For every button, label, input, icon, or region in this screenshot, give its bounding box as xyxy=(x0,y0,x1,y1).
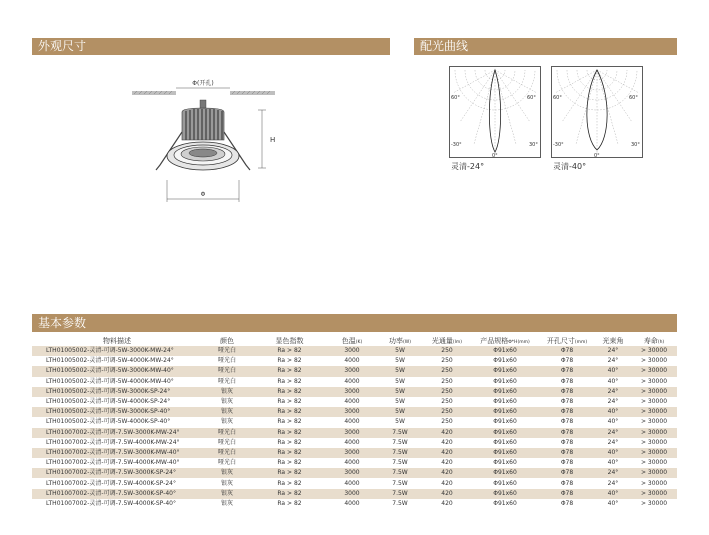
table-cell: 5W xyxy=(377,377,423,387)
table-cell: 420 xyxy=(423,458,471,468)
table-cell: Φ78 xyxy=(539,448,595,458)
table-cell: 4000 xyxy=(327,499,377,509)
table-cell: 哑光白 xyxy=(202,438,252,448)
table-cell: Φ78 xyxy=(539,499,595,509)
light-distribution-section-header xyxy=(414,38,677,55)
table-cell: 24° xyxy=(595,428,631,438)
heatsink-body xyxy=(182,100,224,140)
table-cell: > 30000 xyxy=(631,387,677,397)
table-cell: Ra > 82 xyxy=(252,458,327,468)
table-cell: Ra > 82 xyxy=(252,346,327,356)
column-header-text: 产品规格 xyxy=(480,336,509,345)
table-cell: 4000 xyxy=(327,417,377,427)
table-cell: 5W xyxy=(377,356,423,366)
table-row xyxy=(32,468,677,478)
parameters-table xyxy=(32,335,677,509)
table-cell: 5W xyxy=(377,417,423,427)
table-cell: 420 xyxy=(423,499,471,509)
table-cell: Φ78 xyxy=(539,387,595,397)
table-cell: 哑光白 xyxy=(202,356,252,366)
angle-label-left-30: -30° xyxy=(451,142,462,148)
table-cell: Φ78 xyxy=(539,478,595,488)
table-cell: 24° xyxy=(595,387,631,397)
table-cell: 5W xyxy=(377,397,423,407)
table-cell: Ra > 82 xyxy=(252,448,327,458)
table-cell: 5W xyxy=(377,366,423,376)
table-cell: LTH01005002-灵清-可调-5W-3000K-SP-40° xyxy=(32,407,202,417)
angle-label-left-60: 60° xyxy=(553,95,562,101)
table-cell: 3000 xyxy=(327,428,377,438)
table-cell: Φ78 xyxy=(539,438,595,448)
table-cell: Ra > 82 xyxy=(252,468,327,478)
table-cell: 银灰 xyxy=(202,489,252,499)
table-cell: LTH01007002-灵清-可调-7.5W-3000K-SP-40° xyxy=(32,489,202,499)
trim-ring xyxy=(167,142,239,170)
table-cell: 250 xyxy=(423,346,471,356)
column-header xyxy=(423,335,471,346)
appearance-title: 外观尺寸 xyxy=(38,39,87,53)
table-cell: 24° xyxy=(595,356,631,366)
column-header-text: 光通量 xyxy=(431,336,453,345)
angle-label-zero: 0° xyxy=(594,153,600,158)
column-header-text: 开孔尺寸 xyxy=(546,336,575,345)
column-header-unit: (h) xyxy=(657,339,665,345)
light-distribution-title: 配光曲线 xyxy=(420,39,469,53)
table-cell: 250 xyxy=(423,397,471,407)
table-cell: Φ91x60 xyxy=(471,417,539,427)
column-header xyxy=(595,335,631,346)
table-cell: 3000 xyxy=(327,468,377,478)
column-header xyxy=(471,335,539,346)
table-cell: 40° xyxy=(595,407,631,417)
table-cell: Φ78 xyxy=(539,366,595,376)
polar-caption-40: 灵清-40° xyxy=(553,162,587,171)
table-cell: > 30000 xyxy=(631,397,677,407)
table-cell: Φ91x60 xyxy=(471,397,539,407)
table-cell: 24° xyxy=(595,397,631,407)
angle-label-left-60: 60° xyxy=(451,95,460,101)
table-cell: 4000 xyxy=(327,356,377,366)
table-cell: 3000 xyxy=(327,407,377,417)
table-row xyxy=(32,499,677,509)
table-cell: LTH01005002-灵清-可调-5W-3000K-MW-40° xyxy=(32,366,202,376)
table-cell: 40° xyxy=(595,489,631,499)
table-cell: Φ78 xyxy=(539,397,595,407)
angle-label-zero: 0° xyxy=(492,153,498,158)
table-row xyxy=(32,397,677,407)
table-cell: > 30000 xyxy=(631,438,677,448)
table-cell: 7.5W xyxy=(377,448,423,458)
table-cell: Φ91x60 xyxy=(471,346,539,356)
table-cell: 420 xyxy=(423,428,471,438)
table-cell: 银灰 xyxy=(202,417,252,427)
table-cell: Φ91x60 xyxy=(471,356,539,366)
table-cell: Φ91x60 xyxy=(471,377,539,387)
angle-label-right-30: 30° xyxy=(631,142,640,148)
column-header-text: 显色指数 xyxy=(275,336,304,345)
table-cell: Φ91x60 xyxy=(471,458,539,468)
column-header-unit: Φ*H(mm) xyxy=(508,339,530,345)
table-cell: Φ91x60 xyxy=(471,387,539,397)
table-cell: Φ91x60 xyxy=(471,478,539,488)
angle-label-right-60: 60° xyxy=(527,95,536,101)
table-cell: Φ78 xyxy=(539,489,595,499)
column-header-text: 光束角 xyxy=(602,336,624,345)
table-cell: > 30000 xyxy=(631,356,677,366)
table-cell: 银灰 xyxy=(202,478,252,488)
column-header-unit: (W) xyxy=(403,339,411,345)
table-cell: Φ91x60 xyxy=(471,468,539,478)
table-cell: > 30000 xyxy=(631,346,677,356)
column-header xyxy=(631,335,677,346)
table-cell: 24° xyxy=(595,438,631,448)
table-row xyxy=(32,377,677,387)
table-row xyxy=(32,458,677,468)
table-cell: 420 xyxy=(423,438,471,448)
table-cell: 7.5W xyxy=(377,458,423,468)
table-cell: LTH01005002-灵清-可调-5W-4000K-SP-40° xyxy=(32,417,202,427)
table-cell: 哑光白 xyxy=(202,458,252,468)
table-cell: 哑光白 xyxy=(202,346,252,356)
table-cell: Φ78 xyxy=(539,377,595,387)
appearance-section-header xyxy=(32,38,390,55)
table-cell: Ra > 82 xyxy=(252,428,327,438)
table-cell: 3000 xyxy=(327,387,377,397)
table-cell: LTH01007002-灵清-可调-7.5W-4000K-SP-24° xyxy=(32,478,202,488)
table-header-row xyxy=(32,335,677,346)
column-header-text: 物料描述 xyxy=(103,336,131,345)
table-cell: LTH01007002-灵清-可调-7.5W-4000K-SP-40° xyxy=(32,499,202,509)
table-cell: > 30000 xyxy=(631,407,677,417)
table-cell: 24° xyxy=(595,346,631,356)
table-cell: LTH01005002-灵清-可调-5W-4000K-SP-24° xyxy=(32,397,202,407)
table-cell: 250 xyxy=(423,387,471,397)
table-cell: 4000 xyxy=(327,478,377,488)
table-row xyxy=(32,478,677,488)
table-cell: LTH01005002-灵清-可调-5W-3000K-SP-24° xyxy=(32,387,202,397)
table-cell: LTH01005002-灵清-可调-5W-3000K-MW-24° xyxy=(32,346,202,356)
table-cell: Φ78 xyxy=(539,407,595,417)
table-cell: Ra > 82 xyxy=(252,478,327,488)
table-cell: Ra > 82 xyxy=(252,438,327,448)
table-cell: 银灰 xyxy=(202,387,252,397)
table-cell: 40° xyxy=(595,417,631,427)
table-row xyxy=(32,387,677,397)
column-header-text: 寿命 xyxy=(643,336,658,345)
table-cell: 3000 xyxy=(327,366,377,376)
column-header xyxy=(252,335,327,346)
parameters-section-header xyxy=(32,314,677,332)
table-cell: Φ78 xyxy=(539,428,595,438)
table-cell: 7.5W xyxy=(377,478,423,488)
table-cell: 250 xyxy=(423,377,471,387)
diameter-label: Φ xyxy=(200,191,206,198)
column-header xyxy=(377,335,423,346)
table-cell: > 30000 xyxy=(631,478,677,488)
table-cell: LTH01007002-灵清-可调-7.5W-3000K-MW-40° xyxy=(32,448,202,458)
table-row xyxy=(32,489,677,499)
column-header xyxy=(327,335,377,346)
table-cell: 3000 xyxy=(327,346,377,356)
table-cell: 250 xyxy=(423,407,471,417)
table-cell: 40° xyxy=(595,377,631,387)
column-header-unit: (K) xyxy=(355,339,363,345)
table-cell: 7.5W xyxy=(377,468,423,478)
table-cell: LTH01007002-灵清-可调-7.5W-3000K-SP-24° xyxy=(32,468,202,478)
table-cell: Φ78 xyxy=(539,468,595,478)
angle-label-right-30: 30° xyxy=(529,142,538,148)
column-header-text: 功率 xyxy=(389,336,404,345)
table-cell: 3000 xyxy=(327,489,377,499)
cutout-label: Φ(开孔) xyxy=(192,80,214,87)
table-cell: 4000 xyxy=(327,397,377,407)
table-cell: LTH01005002-灵清-可调-5W-4000K-MW-40° xyxy=(32,377,202,387)
table-cell: Ra > 82 xyxy=(252,356,327,366)
table-row xyxy=(32,366,677,376)
polar-curve-40 xyxy=(551,66,643,158)
table-row xyxy=(32,448,677,458)
table-cell: Φ78 xyxy=(539,346,595,356)
table-cell: Φ91x60 xyxy=(471,407,539,417)
table-cell: 3000 xyxy=(327,448,377,458)
table-cell: Φ78 xyxy=(539,417,595,427)
table-cell: 40° xyxy=(595,366,631,376)
parameters-title: 基本参数 xyxy=(38,316,87,330)
table-cell: 哑光白 xyxy=(202,448,252,458)
table-row xyxy=(32,407,677,417)
table-cell: 4000 xyxy=(327,438,377,448)
table-cell: Ra > 82 xyxy=(252,407,327,417)
table-cell: 4000 xyxy=(327,458,377,468)
table-cell: 5W xyxy=(377,407,423,417)
column-header xyxy=(32,335,202,346)
table-cell: 银灰 xyxy=(202,397,252,407)
table-cell: Φ91x60 xyxy=(471,489,539,499)
table-cell: Ra > 82 xyxy=(252,397,327,407)
table-cell: 420 xyxy=(423,448,471,458)
table-cell: Φ78 xyxy=(539,458,595,468)
table-cell: > 30000 xyxy=(631,458,677,468)
table-cell: > 30000 xyxy=(631,468,677,478)
height-label: H xyxy=(270,136,276,144)
table-cell: 250 xyxy=(423,417,471,427)
table-cell: 5W xyxy=(377,387,423,397)
table-cell: LTH01005002-灵清-可调-5W-4000K-MW-24° xyxy=(32,356,202,366)
table-cell: LTH01007002-灵清-可调-7.5W-4000K-MW-24° xyxy=(32,438,202,448)
table-cell: Ra > 82 xyxy=(252,417,327,427)
table-cell: Ra > 82 xyxy=(252,366,327,376)
table-cell: 银灰 xyxy=(202,468,252,478)
table-cell: 420 xyxy=(423,468,471,478)
table-cell: > 30000 xyxy=(631,489,677,499)
table-cell: Ra > 82 xyxy=(252,489,327,499)
table-cell: > 30000 xyxy=(631,377,677,387)
table-cell: 5W xyxy=(377,346,423,356)
table-cell: 4000 xyxy=(327,377,377,387)
table-row xyxy=(32,438,677,448)
table-cell: 哑光白 xyxy=(202,377,252,387)
column-header xyxy=(202,335,252,346)
table-cell: 24° xyxy=(595,478,631,488)
table-cell: 40° xyxy=(595,448,631,458)
table-cell: 7.5W xyxy=(377,428,423,438)
table-cell: Φ91x60 xyxy=(471,448,539,458)
table-cell: LTH01007002-灵清-可调-7.5W-3000K-MW-24° xyxy=(32,428,202,438)
table-cell: Φ91x60 xyxy=(471,428,539,438)
table-cell: Φ91x60 xyxy=(471,366,539,376)
table-row xyxy=(32,428,677,438)
table-cell: 24° xyxy=(595,468,631,478)
table-cell: 420 xyxy=(423,478,471,488)
angle-label-left-30: -30° xyxy=(553,142,564,148)
table-cell: 哑光白 xyxy=(202,366,252,376)
polar-caption-24: 灵清-24° xyxy=(451,162,485,171)
table-row xyxy=(32,417,677,427)
table-cell: > 30000 xyxy=(631,499,677,509)
table-cell: Ra > 82 xyxy=(252,387,327,397)
column-header-text: 色温 xyxy=(341,336,356,345)
table-cell: > 30000 xyxy=(631,366,677,376)
table-cell: > 30000 xyxy=(631,428,677,438)
table-row xyxy=(32,346,677,356)
table-cell: > 30000 xyxy=(631,417,677,427)
table-cell: 7.5W xyxy=(377,438,423,448)
table-cell: Φ78 xyxy=(539,356,595,366)
table-cell: 250 xyxy=(423,366,471,376)
table-cell: 7.5W xyxy=(377,489,423,499)
table-cell: Ra > 82 xyxy=(252,377,327,387)
table-cell: 银灰 xyxy=(202,407,252,417)
angle-label-right-60: 60° xyxy=(629,95,638,101)
table-cell: LTH01007002-灵清-可调-7.5W-4000K-MW-40° xyxy=(32,458,202,468)
table-cell: Φ91x60 xyxy=(471,438,539,448)
table-cell: 250 xyxy=(423,356,471,366)
table-cell: 银灰 xyxy=(202,499,252,509)
column-header-text: 颜色 xyxy=(220,336,234,345)
table-row xyxy=(32,356,677,366)
table-cell: 40° xyxy=(595,458,631,468)
polar-curve-24 xyxy=(449,66,541,158)
table-cell: > 30000 xyxy=(631,448,677,458)
table-cell: 40° xyxy=(595,499,631,509)
table-cell: Ra > 82 xyxy=(252,499,327,509)
column-header-unit: (lm) xyxy=(452,339,463,345)
table-cell: 7.5W xyxy=(377,499,423,509)
table-cell: 哑光白 xyxy=(202,428,252,438)
column-header-unit: (mm) xyxy=(574,339,588,345)
height-dimension-line xyxy=(258,110,266,168)
table-cell: 420 xyxy=(423,489,471,499)
column-header xyxy=(539,335,595,346)
product-dimension-drawing xyxy=(120,70,290,205)
table-cell: Φ91x60 xyxy=(471,499,539,509)
